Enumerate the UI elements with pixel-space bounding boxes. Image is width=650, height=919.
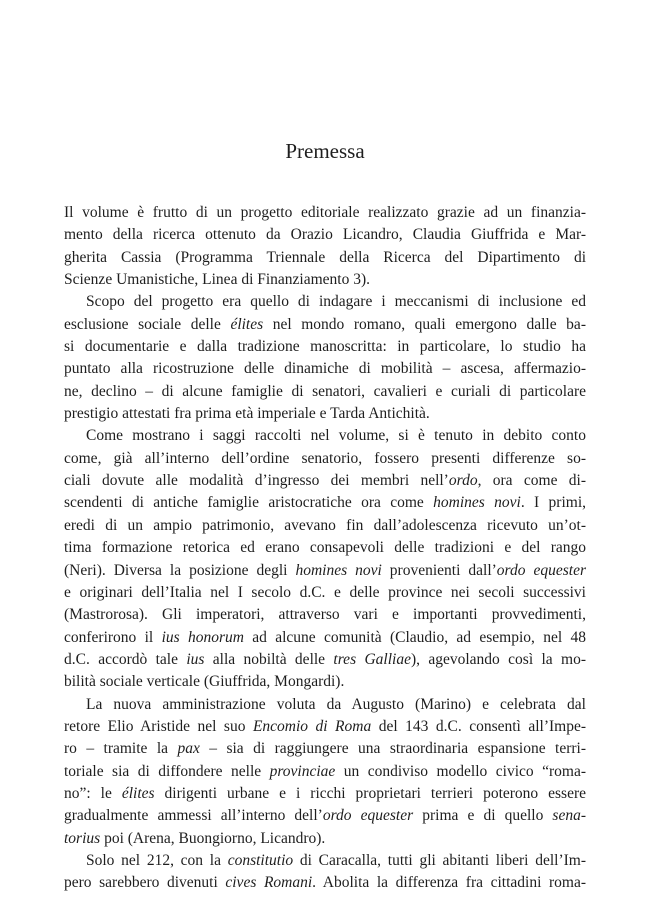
text-line	[64, 247, 586, 269]
text-line	[64, 694, 586, 716]
body-text	[64, 202, 586, 895]
text-line	[64, 381, 586, 403]
text-run: nel mondo romano, quali emergono dalle ba-	[263, 315, 586, 333]
text-run: retore Elio Aristide nel suo	[64, 717, 253, 735]
text-run: gherita Cassia (Programma Triennale della Ricerca del Dipartimento di	[64, 248, 586, 266]
text-line	[64, 560, 586, 582]
text-run: tima formazione retorica ed erano consapevoli delle tradizioni e del rango	[64, 539, 586, 557]
text-run: Come mostrano i saggi raccolti nel volume, si è tenuto in debito conto	[86, 427, 586, 445]
text-run: toriale sia di diffondere nelle	[64, 762, 270, 780]
italic-term: Encomio di Roma	[252, 717, 372, 735]
italic-term: élites	[230, 315, 264, 333]
text-run: mento della ricerca ottenuto da Orazio Licandro, Claudia Giuffrida e Mar-	[64, 226, 586, 244]
text-run: poi (Arena, Buongiorno, Licandro).	[100, 829, 326, 847]
text-run: conferirono il	[64, 628, 162, 646]
text-line	[64, 202, 586, 224]
text-line	[64, 872, 586, 894]
text-run: ne, declino – di alcune famiglie di senatori, cavalieri e curiali di particolare	[64, 382, 586, 400]
text-run: ciali dovute alle modalità d’ingresso dei membri nell’	[64, 472, 449, 490]
text-line	[64, 425, 586, 447]
text-run: eredi di un ampio patrimonio, avevano fin dall’adolescenza ricevuto un’ot-	[64, 516, 586, 534]
text-line	[64, 448, 586, 470]
text-line	[64, 470, 586, 492]
paragraph	[64, 694, 586, 850]
text-run: , ora come di-	[477, 472, 586, 490]
text-run: no”: le	[64, 784, 122, 802]
text-run: e originari dell’Italia nel I secolo d.C. e delle province nei secoli successivi	[64, 583, 586, 601]
text-run: ), agevolando così la mo-	[410, 650, 586, 668]
text-run: Scienze Umanistiche, Linea di Finanziamento 3).	[64, 271, 371, 289]
italic-term: ordo equester	[322, 807, 414, 825]
text-run: pero sarebbero divenuti	[64, 874, 226, 892]
italic-term: ordo	[448, 472, 478, 490]
text-line	[64, 336, 586, 358]
text-line	[64, 314, 586, 336]
text-run: La nuova amministrazione voluta da Augusto (Marino) e celebrata dal	[86, 695, 586, 713]
text-run: del 143 d.C. consentì all’Impe-	[371, 717, 586, 735]
italic-term: constitutio	[227, 851, 294, 869]
text-run: come, già all’interno dell’ordine senatorio, fossero presenti differenze so-	[64, 449, 586, 467]
text-run: – sia di raggiungere una straordinaria espansione terri-	[199, 740, 586, 758]
text-run: gradualmente ammessi all’interno dell’	[64, 807, 323, 825]
text-run: alla nobiltà delle	[204, 650, 334, 668]
italic-term: torius	[64, 829, 101, 847]
text-run: esclusione sociale delle	[64, 315, 231, 333]
text-line	[64, 738, 586, 760]
text-line	[64, 537, 586, 559]
text-run: dirigenti urbane e i ricchi proprietari terrieri poterono essere	[154, 784, 587, 802]
text-run: Il volume è frutto di un progetto editoriale realizzato grazie ad un finanzia-	[64, 204, 586, 221]
text-line	[64, 358, 586, 380]
italic-term: cives Romani	[225, 874, 313, 892]
text-line	[64, 403, 586, 425]
text-run: si documentarie e dalla tradizione manoscritta: in particolare, lo studio ha	[64, 338, 586, 356]
text-run: di Caracalla, tutti gli abitanti liberi dell’Im-	[293, 851, 586, 869]
text-run: ro – tramite la	[64, 740, 178, 758]
text-run: Solo nel 212, con la	[86, 851, 228, 869]
text-line	[64, 783, 586, 805]
text-run: . I primi,	[520, 494, 586, 512]
text-run: un condiviso modello civico “roma-	[335, 762, 586, 780]
paragraph	[64, 425, 586, 693]
italic-term: ius	[186, 650, 205, 668]
italic-term: pax	[177, 740, 200, 758]
italic-term: ius honorum	[161, 628, 244, 646]
text-run: (Neri). Diversa la posizione degli	[64, 561, 296, 579]
text-line	[64, 291, 586, 313]
text-line	[64, 492, 586, 514]
text-line	[64, 582, 586, 604]
text-run: bilità sociale verticale (Giuffrida, Mongardi).	[64, 673, 345, 691]
paragraph	[64, 850, 586, 895]
text-run: scendenti di antiche famiglie aristocratiche ora come	[64, 494, 434, 512]
text-line	[64, 805, 586, 827]
text-run: puntato alla ricostruzione delle dinamiche di mobilità – ascesa, affermazio-	[64, 360, 586, 378]
text-run: . Abolita la differenza fra cittadini roma-	[312, 874, 586, 892]
text-run: Scopo del progetto era quello di indagare i meccanismi di inclusione ed	[86, 293, 586, 311]
text-line	[64, 761, 586, 783]
paragraph	[64, 202, 586, 291]
text-line	[64, 604, 586, 626]
text-line	[64, 850, 586, 872]
text-line	[64, 649, 586, 671]
italic-term: élites	[121, 784, 155, 802]
text-run: ad alcune comunità (Claudio, ad esempio, nel 48	[243, 628, 586, 646]
text-line	[64, 671, 586, 693]
italic-term: sena-	[552, 807, 586, 825]
text-run: (Mastrorosa). Gli imperatori, attraverso vari e importanti provvedimenti,	[64, 606, 586, 624]
text-run: prima e di quello	[413, 807, 553, 825]
text-run: d.C. accordò tale	[64, 650, 187, 668]
text-line	[64, 716, 586, 738]
italic-term: tres Galliae	[333, 650, 411, 668]
italic-term: homines novi	[295, 561, 382, 579]
paragraph	[64, 291, 586, 425]
page-title: Premessa	[285, 139, 365, 163]
text-line	[64, 224, 586, 246]
text-line	[64, 828, 586, 850]
text-line	[64, 515, 586, 537]
italic-term: ordo equester	[496, 561, 587, 579]
text-line	[64, 269, 586, 291]
italic-term: homines novi	[433, 494, 521, 512]
text-run: provenienti dall’	[381, 561, 497, 579]
text-run: prestigio attestati fra prima età imperiale e Tarda Antichità.	[64, 405, 430, 423]
text-line	[64, 627, 586, 649]
italic-term: provinciae	[269, 762, 336, 780]
